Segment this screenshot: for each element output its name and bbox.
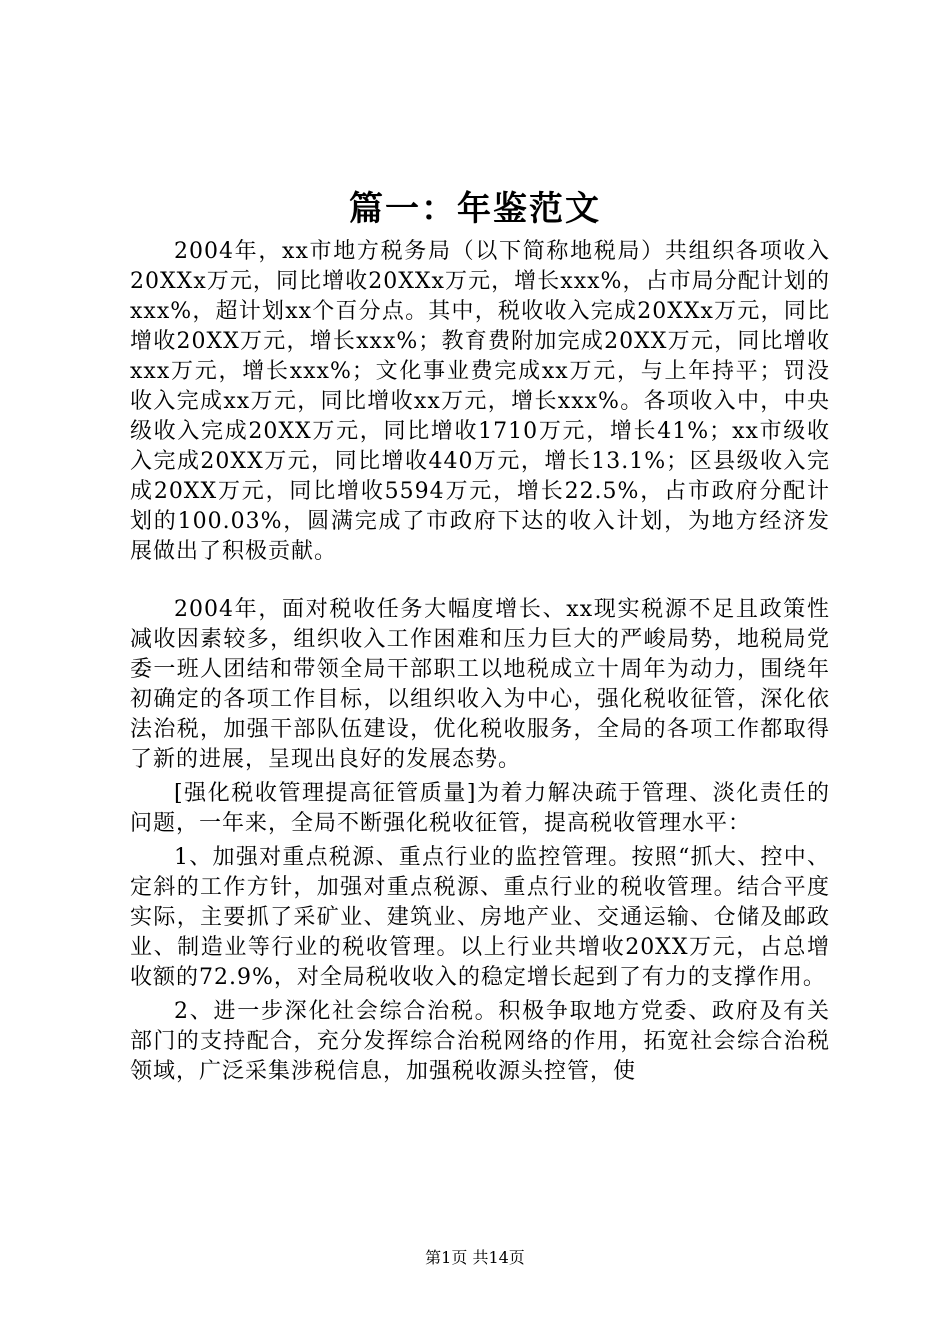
page-number-footer: 第1页 共14页: [425, 1248, 525, 1267]
document-body: [130, 237, 830, 1087]
paragraph-comprehensive-tax-governance: 2、进一步深化社会综合治税。积极争取地方党委、政府及有关部门的支持配合，充分发挥综合治税网络的作用，拓宽社会综合治税领域，广泛采集涉税信息，加强税收源头控管，使: [130, 999, 830, 1084]
document-title: 篇一：年鉴范文: [349, 189, 601, 229]
paragraph-work-overview: 2004年，面对税收任务大幅度增长、xx现实税源不足且政策性减收因素较多，组织收入工作困难和压力巨大的严峻局势，地税局党委一班人团结和带领全局干部职工以地税成立十周年为动力，围绕年初确定的各项工作目标，以组织收入为中心，强化税收征管，深化依法治税，加强干部队伍建设，优化税收服务，全局的各项工作都取得了新的进展，呈现出良好的发展态势。: [130, 597, 830, 772]
paragraph-revenue-summary: 2004年，xx市地方税务局（以下简称地税局）共组织各项收入20XXx万元，同比增收20XXx万元，增长xxx%，占市局分配计划的xxx%，超计划xx个百分点。其中，税收收入完成20XXx万元，同比增收20XX万元，增长xxx%；教育费附加完成20XX万元，同比增收xxx万元，增长xxx%；文化事业费完成xx万元，与上年持平；罚没收入完成xx万元，同比增收xx万元，增长xxx%。各项收入中，中央级收入完成20XX万元，同比增收1710万元，增长41%；xx市级收入完成20XX万元，同比增收440万元，增长13.1%；区县级收入完成20XX万元，同比增收5594万元，增长22.5%，占市政府分配计划的100.03%，圆满完成了市政府下达的收入计划，为地方经济发展做出了积极贡献。: [130, 239, 830, 564]
paragraph-tax-management-heading: [强化税收管理提高征管质量]为着力解决疏于管理、淡化责任的问题，一年来，全局不断强化税收征管，提高税收管理水平：: [130, 781, 830, 836]
paragraph-key-tax-sources: 1、加强对重点税源、重点行业的监控管理。按照“抓大、控中、定斜的工作方针，加强对重点税源、重点行业的税收管理。结合平度实际，主要抓了采矿业、建筑业、房地产业、交通运输、仓储及邮政业、制造业等行业的税收管理。以上行业共增收20XX万元，占总增收额的72.9%，对全局税收收入的稳定增长起到了有力的支撑作用。: [130, 845, 830, 990]
